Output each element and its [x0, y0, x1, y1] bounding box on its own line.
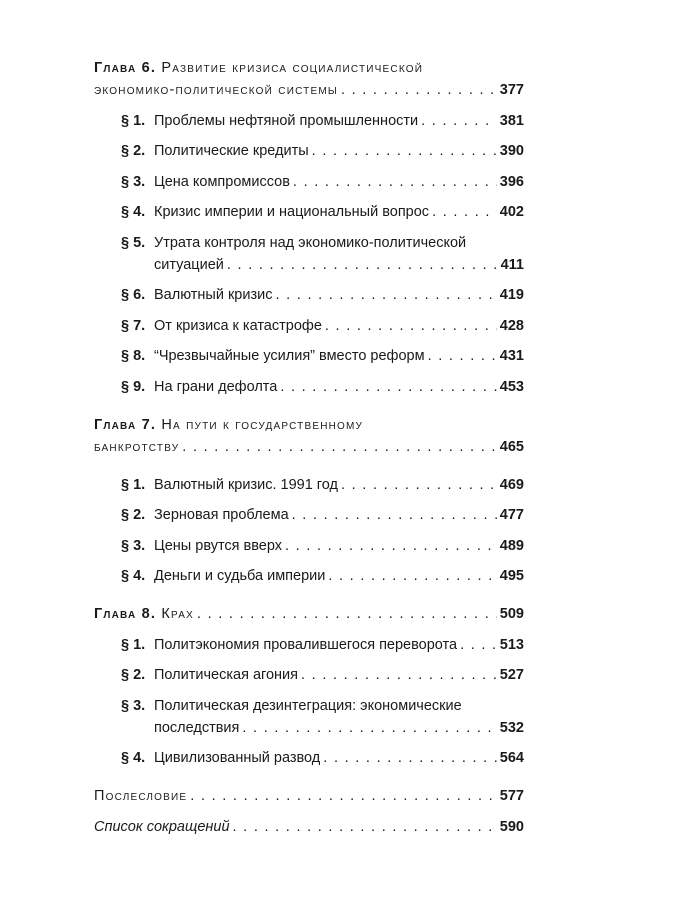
page-number: 428	[499, 317, 524, 334]
page-number: 477	[499, 507, 524, 523]
chapter-title-line1: Развитие кризиса социалистической	[161, 60, 424, 76]
section-6-3[interactable]	[94, 171, 524, 193]
section-number: § 1.	[121, 112, 146, 129]
section-title: Политические кредиты	[154, 143, 309, 159]
page-number: 509	[499, 606, 524, 622]
page-number: 469	[499, 476, 524, 493]
section-title-line1: Политическая дезинтеграция: экономические	[154, 697, 462, 714]
section-title: Валютный кризис	[154, 287, 273, 303]
page-number: 465	[499, 438, 524, 455]
dot-leader	[227, 254, 498, 276]
dot-leader	[280, 376, 496, 398]
chapter-title: Крах	[161, 606, 194, 622]
section-title: Цены рвутся вверх	[154, 537, 283, 554]
dot-leader	[285, 535, 497, 557]
section-title: Проблемы нефтяной промышленности	[154, 112, 419, 129]
section-number: § 6.	[121, 287, 146, 303]
section-8-4[interactable]	[94, 747, 524, 769]
section-6-5[interactable]	[94, 232, 524, 276]
dot-leader	[292, 504, 497, 526]
page-number: 381	[499, 112, 524, 129]
page-number: 411	[500, 256, 524, 273]
afterword-title: Послесловие	[94, 788, 188, 804]
section-number: § 4.	[121, 568, 146, 584]
chapter-7-heading[interactable]	[94, 414, 524, 458]
dot-leader	[275, 284, 496, 306]
page-number: 390	[499, 143, 524, 159]
section-number: § 2.	[121, 507, 146, 523]
abbreviations-title: Список сокращений	[94, 818, 230, 835]
page-number: 527	[499, 667, 524, 683]
section-number: § 3.	[121, 697, 146, 714]
dot-leader	[328, 565, 496, 587]
afterword-entry[interactable]	[94, 785, 524, 807]
section-title: Валютный кризис. 1991 год	[154, 476, 338, 493]
dot-leader	[312, 140, 497, 162]
section-8-2[interactable]	[94, 664, 524, 686]
section-title-line1: Утрата контроля над экономико-политической	[154, 234, 467, 251]
section-title: Кризис империи и национальный вопрос	[154, 204, 430, 220]
dot-leader	[242, 717, 496, 739]
dot-leader	[197, 603, 497, 625]
page-number: 495	[499, 568, 524, 584]
section-number: § 1.	[121, 636, 146, 653]
section-number: § 2.	[121, 667, 146, 683]
section-number: § 4.	[121, 750, 146, 766]
section-number: § 2.	[121, 143, 146, 159]
chapter-title-line1: На пути к государственному	[161, 416, 364, 433]
page-number: 453	[499, 378, 524, 395]
section-8-3[interactable]	[94, 695, 524, 739]
section-title: Зерновая проблема	[154, 507, 289, 523]
section-title: От кризиса к катастрофе	[154, 317, 322, 334]
page-number: 590	[499, 818, 524, 835]
section-7-1[interactable]	[94, 474, 524, 496]
page-number: 513	[499, 636, 524, 653]
dot-leader	[233, 816, 497, 838]
section-title: Цена компромиссов	[154, 173, 290, 190]
dot-leader	[301, 664, 497, 686]
dot-leader	[428, 345, 497, 367]
section-6-9[interactable]	[94, 376, 524, 398]
section-8-1[interactable]	[94, 634, 524, 656]
page-number: 489	[499, 537, 524, 554]
section-title: Цивилизованный развод	[154, 750, 321, 766]
page-number: 577	[499, 788, 524, 804]
page-number: 396	[499, 173, 524, 190]
dot-leader	[432, 201, 497, 223]
page-number: 402	[499, 204, 524, 220]
section-title: На грани дефолта	[154, 378, 278, 395]
section-6-8[interactable]	[94, 345, 524, 367]
section-number: § 9.	[121, 378, 146, 395]
chapter-8-heading[interactable]	[94, 603, 524, 625]
chapter-label: Глава 6.	[94, 60, 157, 76]
section-6-1[interactable]	[94, 110, 524, 132]
section-title: “Чрезвычайные усилия” вместо реформ	[154, 348, 425, 364]
section-title: Политическая агония	[154, 667, 299, 683]
chapter-label: Глава 8.	[94, 606, 157, 622]
dot-leader	[460, 634, 497, 656]
dot-leader	[293, 171, 497, 193]
chapter-6-heading[interactable]	[94, 57, 524, 101]
dot-leader	[341, 79, 497, 101]
section-number: § 4.	[121, 204, 146, 220]
section-title-line2: ситуацией	[154, 256, 224, 273]
dot-leader	[421, 110, 497, 132]
abbreviations-entry[interactable]	[94, 816, 524, 838]
dot-leader	[325, 315, 497, 337]
section-6-4[interactable]	[94, 201, 524, 223]
section-7-4[interactable]	[94, 565, 524, 587]
section-6-2[interactable]	[94, 140, 524, 162]
page-number: 377	[499, 82, 524, 98]
section-number: § 5.	[121, 234, 146, 251]
chapter-title-line2: экономико-политической системы	[94, 82, 338, 98]
dot-leader	[341, 474, 497, 496]
dot-leader	[182, 436, 497, 458]
section-number: § 7.	[121, 317, 146, 334]
section-7-3[interactable]	[94, 535, 524, 557]
section-number: § 3.	[121, 173, 146, 190]
section-title: Политэкономия провалившегося переворота	[154, 636, 458, 653]
page-number: 564	[499, 750, 524, 766]
chapter-label: Глава 7.	[94, 416, 157, 433]
section-6-6[interactable]	[94, 284, 524, 306]
page-number: 431	[499, 348, 524, 364]
section-title-line2: последствия	[154, 719, 240, 736]
dot-leader	[323, 747, 497, 769]
chapter-title-line2: банкротству	[94, 438, 180, 455]
section-6-7[interactable]	[94, 315, 524, 337]
page-number: 419	[499, 287, 524, 303]
page-number: 532	[499, 719, 524, 736]
dot-leader	[190, 785, 497, 807]
section-title: Деньги и судьба империи	[154, 568, 326, 584]
section-number: § 1.	[121, 476, 146, 493]
section-number: § 3.	[121, 537, 146, 554]
table-of-contents	[94, 57, 524, 838]
section-number: § 8.	[121, 348, 146, 364]
section-7-2[interactable]	[94, 504, 524, 526]
